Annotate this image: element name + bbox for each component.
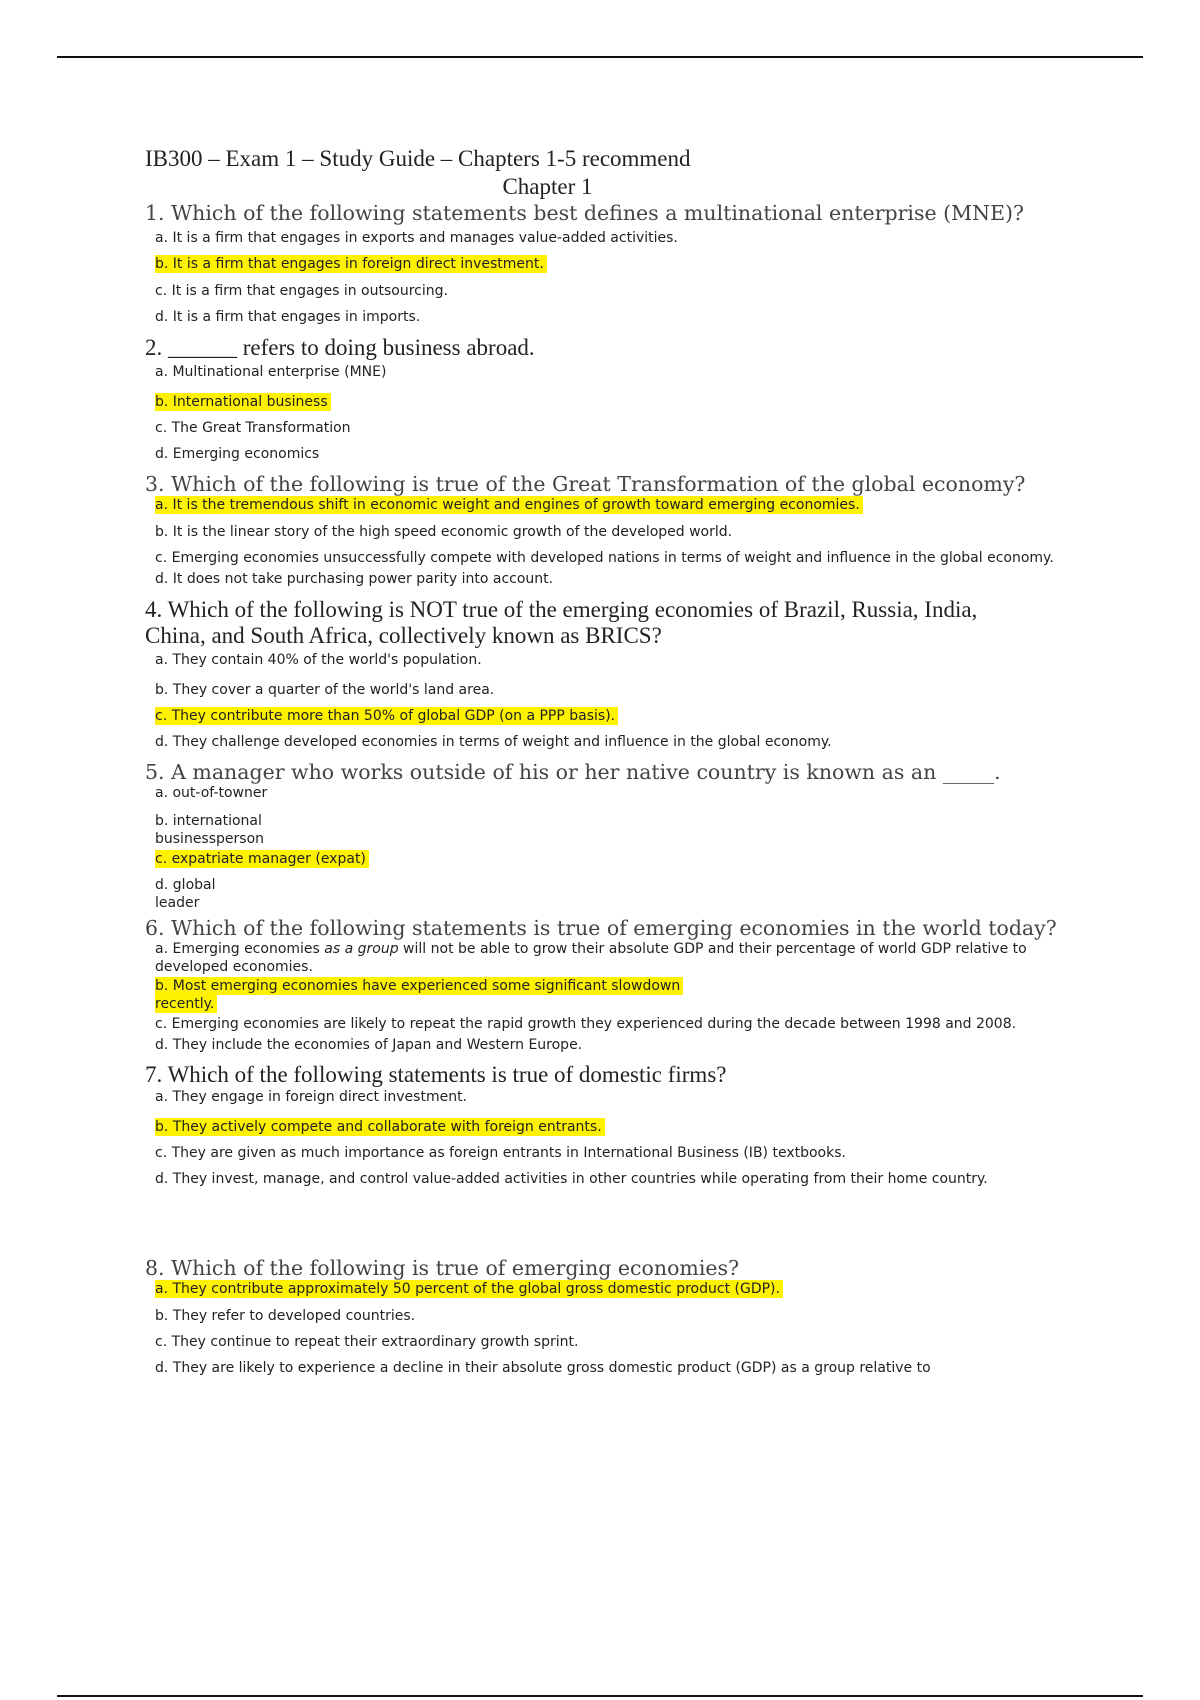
option-c: c. They are given as much importance as foreign entrants in International Business (IB) textbooks. <box>155 1145 846 1161</box>
question-text: 1. Which of the following statements best defines a multinational enterprise (MNE)? <box>145 201 1025 225</box>
option-c: c. Emerging economies unsuccessfully compete with developed nations in terms of weight and influence in the global economy. <box>155 550 1054 566</box>
question-6 <box>145 916 1105 1054</box>
option-b: b. International business <box>155 393 1105 411</box>
option-d: d. Emerging economics <box>155 446 320 462</box>
question-text: 6. Which of the following statements is true of emerging economies in the world today? <box>145 916 1057 940</box>
option-b: b. It is a firm that engages in foreign direct investment. <box>155 255 1105 273</box>
option-c: c. They continue to repeat their extraordinary growth sprint. <box>155 1334 579 1350</box>
question-2 <box>145 335 1105 463</box>
option-a: a. It is a firm that engages in exports and manages value-added activities. <box>155 230 678 246</box>
option-a: a. out-of-towner <box>155 785 268 801</box>
option-a: a. They contain 40% of the world's population. <box>155 652 482 668</box>
option-a: a. Multinational enterprise (MNE) <box>155 364 387 380</box>
option-c: c. Emerging economies are likely to repeat the rapid growth they experienced during the decade between 1998 and 2008. <box>155 1016 1017 1032</box>
question-3 <box>145 472 1105 588</box>
question-text: 7. Which of the following statements is true of domestic firms? <box>145 1062 727 1087</box>
document-body <box>145 145 1105 1377</box>
question-1 <box>145 201 1105 326</box>
document-title: IB300 – Exam 1 – Study Guide – Chapters 1-5 recommend <box>145 146 691 171</box>
option-a: a. They contribute approximately 50 percent of the global gross domestic product (GDP). <box>155 1280 1105 1298</box>
option-b: b. They refer to developed countries. <box>155 1308 416 1324</box>
option-d: d. They challenge developed economies in terms of weight and influence in the global economy. <box>155 734 832 750</box>
question-7 <box>145 1062 1105 1188</box>
question-text-line-1: 4. Which of the following is NOT true of the emerging economies of Brazil, Russia, India, <box>145 597 978 622</box>
option-b: b. It is the linear story of the high speed economic growth of the developed world. <box>155 524 733 540</box>
question-text: 3. Which of the following is true of the Great Transformation of the global economy? <box>145 472 1026 496</box>
option-d: d. They include the economies of Japan and Western Europe. <box>155 1037 583 1053</box>
question-4 <box>145 597 1105 751</box>
top-rule <box>57 56 1143 58</box>
option-c: c. The Great Transformation <box>155 420 351 436</box>
option-c: c. expatriate manager (expat) <box>155 850 1105 868</box>
option-d: d. They are likely to experience a decline in their absolute gross domestic product (GDP) as a group relative to <box>155 1360 931 1376</box>
question-8 <box>145 1256 1105 1377</box>
question-text: 2. ______ refers to doing business abroad. <box>145 335 535 360</box>
chapter-heading: Chapter 1 <box>502 174 593 199</box>
option-d: d. They invest, manage, and control value-added activities in other countries while operating from their home country. <box>155 1171 988 1187</box>
option-c: c. It is a firm that engages in outsourcing. <box>155 283 448 299</box>
option-b: b. They actively compete and collaborate with foreign entrants. <box>155 1118 1105 1136</box>
option-a: a. Emerging economies as a group will not be able to grow their absolute GDP and their percentage of world GDP relative to developed economies. <box>155 941 1027 975</box>
option-b: b. Most emerging economies have experienced some significant slowdown recently. <box>155 977 1105 1013</box>
option-b: b. They cover a quarter of the world's land area. <box>155 682 495 698</box>
option-a: a. They engage in foreign direct investment. <box>155 1089 468 1105</box>
question-5 <box>145 760 1105 912</box>
option-b: b. international businessperson <box>155 813 265 847</box>
question-text: 5. A manager who works outside of his or her native country is known as an _____. <box>145 760 1001 784</box>
question-text-line-2: China, and South Africa, collectively known as BRICS? <box>145 623 662 648</box>
option-d: d. It does not take purchasing power parity into account. <box>155 571 554 587</box>
option-d: d. It is a firm that engages in imports. <box>155 309 421 325</box>
question-text: 8. Which of the following is true of emerging economies? <box>145 1256 740 1280</box>
option-c: c. They contribute more than 50% of global GDP (on a PPP basis). <box>155 707 1105 725</box>
option-d: d. global leader <box>155 877 216 911</box>
bottom-rule <box>57 1695 1143 1697</box>
option-a: a. It is the tremendous shift in economic weight and engines of growth toward emerging economies. <box>155 496 1105 514</box>
